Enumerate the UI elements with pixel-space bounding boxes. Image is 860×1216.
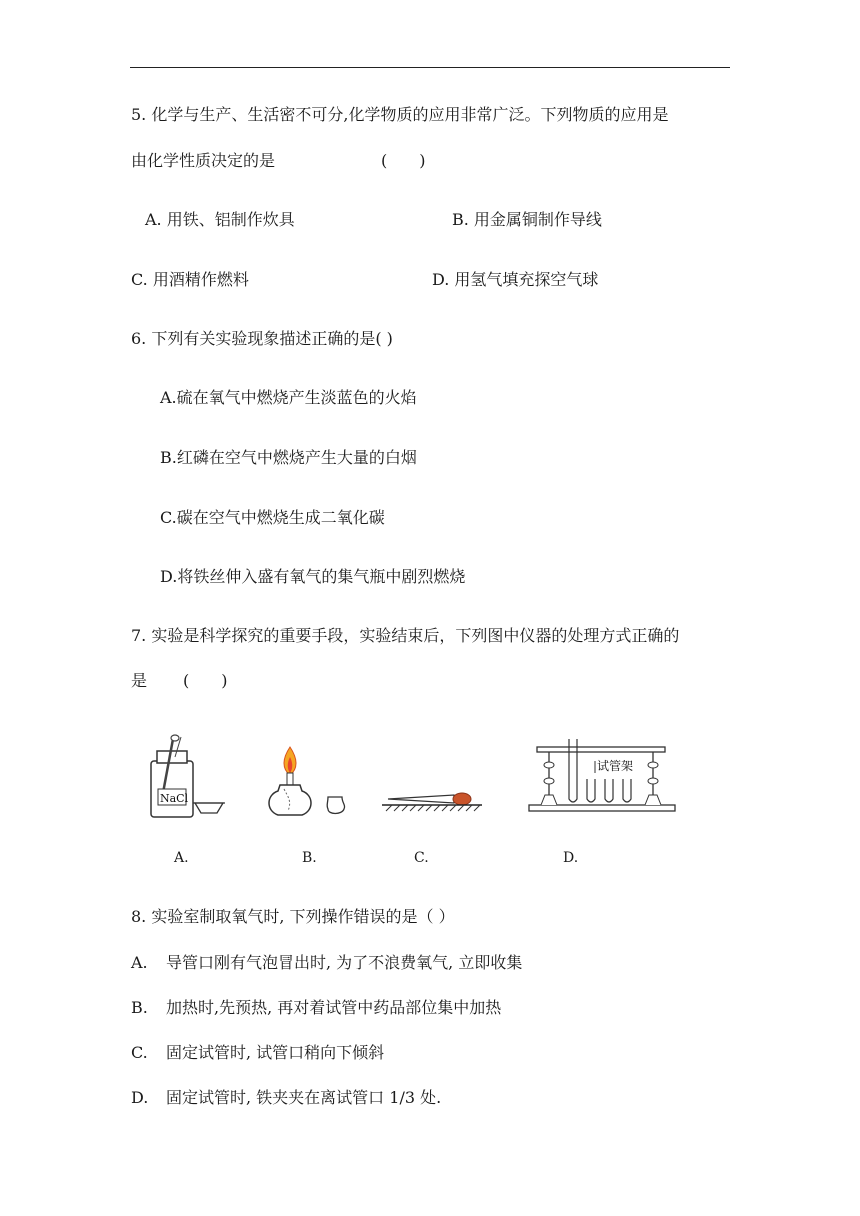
figure-caption-b: B. — [302, 850, 317, 866]
q6-stem: 6. 下列有关实验现象描述正确的是( ) — [131, 329, 393, 348]
q8-option-a-letter: A. — [131, 953, 148, 972]
figure-caption-d: D. — [563, 850, 579, 866]
figure-a-reagent-bottle — [145, 733, 230, 823]
q8-option-c-letter: C. — [131, 1043, 148, 1062]
figure-a-nacl-label: NaCl — [160, 792, 189, 805]
q7-stem-line1: 7. 实验是科学探究的重要手段，实验结束后，下列图中仪器的处理方式正确的 — [131, 626, 680, 645]
q6-option-a: A.硫在氧气中燃烧产生淡蓝色的火焰 — [160, 388, 417, 407]
q5-option-b: B. 用金属铜制作导线 — [452, 210, 602, 229]
q6-option-d: D.将铁丝伸入盛有氧气的集气瓶中剧烈燃烧 — [160, 567, 466, 586]
q7-stem-line2: 是 — [131, 671, 148, 690]
q5-option-a: A. 用铁、铝制作炊具 — [145, 210, 295, 229]
q5-answer-paren: ( ) — [381, 151, 426, 170]
header-rule — [130, 67, 730, 68]
q8-option-a-text: 导管口刚有气泡冒出时, 为了不浪费氧气, 立即收集 — [166, 953, 523, 972]
q8-option-b-letter: B. — [131, 998, 148, 1017]
q8-stem: 8. 实验室制取氧气时, 下列操作错误的是（ ） — [131, 907, 455, 926]
figure-d-rack-label: 试管架 — [597, 759, 634, 773]
q8-option-d-text: 固定试管时, 铁夹夹在离试管口 1/3 处. — [166, 1088, 442, 1107]
figure-caption-a: A. — [174, 850, 189, 866]
q8-option-b-text: 加热时,先预热, 再对着试管中药品部位集中加热 — [166, 998, 502, 1017]
q5-option-d: D. 用氢气填充探空气球 — [432, 270, 599, 289]
figure-c-dropper-on-table — [382, 775, 482, 815]
q7-answer-paren: ( ) — [183, 671, 228, 690]
figure-caption-c: C. — [414, 850, 429, 866]
q8-option-c-text: 固定试管时, 试管口稍向下倾斜 — [166, 1043, 385, 1062]
q8-option-d-letter: D. — [131, 1088, 149, 1107]
q5-stem-line2: 由化学性质决定的是 — [131, 151, 276, 170]
q5-option-c: C. 用酒精作燃料 — [131, 270, 249, 289]
figure-b-alcohol-lamp — [262, 745, 357, 821]
q6-option-c: C.碳在空气中燃烧生成二氧化碳 — [160, 508, 385, 527]
figure-d-test-tube-rack — [527, 733, 679, 815]
q5-stem-line1: 5. 化学与生产、生活密不可分,化学物质的应用非常广泛。下列物质的应用是 — [131, 105, 669, 124]
q6-option-b: B.红磷在空气中燃烧产生大量的白烟 — [160, 448, 417, 467]
